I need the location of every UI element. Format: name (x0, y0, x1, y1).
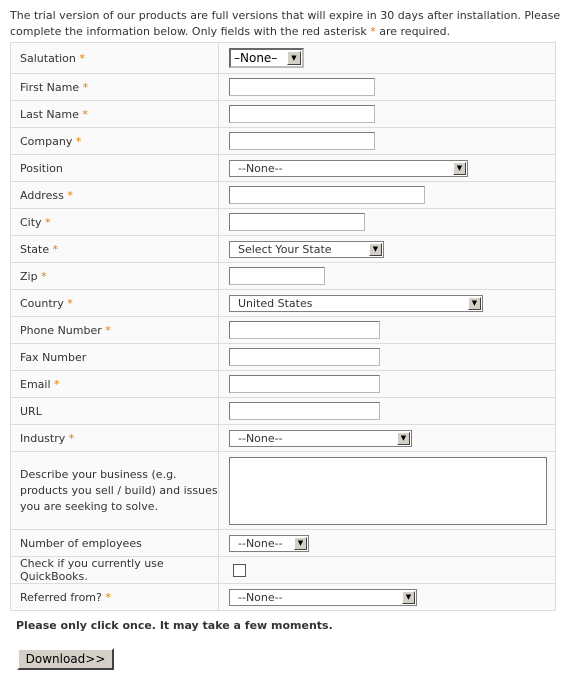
employees-select[interactable]: --None-- ▼ (229, 535, 309, 552)
row-referred (11, 584, 556, 611)
row-address (11, 182, 556, 209)
company-label: Company * (11, 128, 219, 155)
required-asterisk: * (68, 431, 75, 445)
country-select[interactable]: United States ▼ (229, 295, 483, 312)
required-asterisk: * (41, 269, 47, 283)
required-asterisk: * (105, 323, 111, 337)
trial-signup-form (10, 42, 556, 611)
row-first-name (11, 74, 556, 101)
business-textarea[interactable] (229, 457, 547, 525)
row-state (11, 236, 556, 263)
row-email (11, 371, 556, 398)
dropdown-arrow-icon[interactable]: ▼ (369, 243, 382, 256)
quickbooks-checkbox[interactable] (233, 564, 246, 577)
industry-label: Industry * (11, 425, 219, 452)
company-field[interactable] (229, 132, 375, 150)
last-name-field[interactable] (229, 105, 375, 123)
city-field[interactable] (229, 213, 365, 231)
required-asterisk: * (67, 296, 73, 310)
row-company (11, 128, 556, 155)
city-label: City * (11, 209, 219, 236)
dropdown-arrow-icon[interactable]: ▼ (453, 162, 466, 175)
intro-text (10, 8, 565, 40)
row-last-name (11, 101, 556, 128)
required-asterisk: * (82, 107, 88, 121)
zip-field[interactable] (229, 267, 325, 285)
required-asterisk: * (82, 80, 89, 94)
row-employees (11, 530, 556, 557)
first-name-field[interactable] (229, 78, 375, 96)
required-asterisk: * (79, 51, 85, 65)
row-fax (11, 344, 556, 371)
row-phone (11, 317, 556, 344)
click-once-notice: Please only click once. It may take a few moments. (16, 619, 333, 632)
row-position (11, 155, 556, 182)
dropdown-arrow-icon[interactable]: ▼ (397, 432, 410, 445)
referred-label: Referred from? * (11, 584, 219, 611)
salutation-select[interactable]: –None– ▼ (229, 48, 304, 68)
url-label: URL (11, 398, 219, 425)
row-business (11, 452, 556, 530)
required-asterisk: * (67, 188, 73, 202)
dropdown-arrow-icon[interactable]: ▼ (287, 51, 301, 65)
country-label: Country * (11, 290, 219, 317)
business-label: Describe your business (e.g. products you sell / build) and issues you are seeking to solve. (11, 452, 219, 530)
last-name-label: Last Name * (11, 101, 219, 128)
address-field[interactable] (229, 186, 425, 204)
row-url (11, 398, 556, 425)
email-label: Email * (11, 371, 219, 398)
referred-select[interactable]: --None-- ▼ (229, 589, 417, 606)
row-city (11, 209, 556, 236)
fax-field[interactable] (229, 348, 380, 366)
required-asterisk: * (105, 590, 111, 604)
state-select[interactable]: Select Your State ▼ (229, 241, 384, 258)
required-asterisk: * (45, 215, 51, 229)
intro-text-end: are required. (379, 25, 451, 38)
salutation-label: Salutation * (11, 43, 219, 74)
dropdown-arrow-icon[interactable]: ▼ (402, 591, 415, 604)
dropdown-arrow-icon[interactable]: ▼ (468, 297, 481, 310)
fax-label: Fax Number (11, 344, 219, 371)
position-label: Position (11, 155, 219, 182)
first-name-label: First Name * (11, 74, 219, 101)
state-label: State * (11, 236, 219, 263)
quickbooks-label: Check if you currently use QuickBooks. (11, 557, 219, 584)
row-country (11, 290, 556, 317)
required-asterisk: * (52, 242, 59, 256)
row-industry (11, 425, 556, 452)
address-label: Address * (11, 182, 219, 209)
position-select[interactable]: --None-- ▼ (229, 160, 468, 177)
zip-label: Zip * (11, 263, 219, 290)
row-salutation (11, 43, 556, 74)
employees-label: Number of employees (11, 530, 219, 557)
dropdown-arrow-icon[interactable]: ▼ (294, 537, 307, 550)
required-asterisk: * (370, 25, 376, 38)
download-button[interactable]: Download>> (17, 648, 114, 670)
url-field[interactable] (229, 402, 380, 420)
email-field[interactable] (229, 375, 380, 393)
row-quickbooks (11, 557, 556, 584)
row-zip (11, 263, 556, 290)
required-asterisk: * (75, 134, 82, 148)
required-asterisk: * (54, 377, 60, 391)
industry-select[interactable]: --None-- ▼ (229, 430, 412, 447)
phone-field[interactable] (229, 321, 380, 339)
intro-text-start: The trial version of our products are full versions that will expire in 30 days after installation. Please complete the information below. Only fields with the red asterisk (10, 9, 561, 38)
phone-label: Phone Number * (11, 317, 219, 344)
